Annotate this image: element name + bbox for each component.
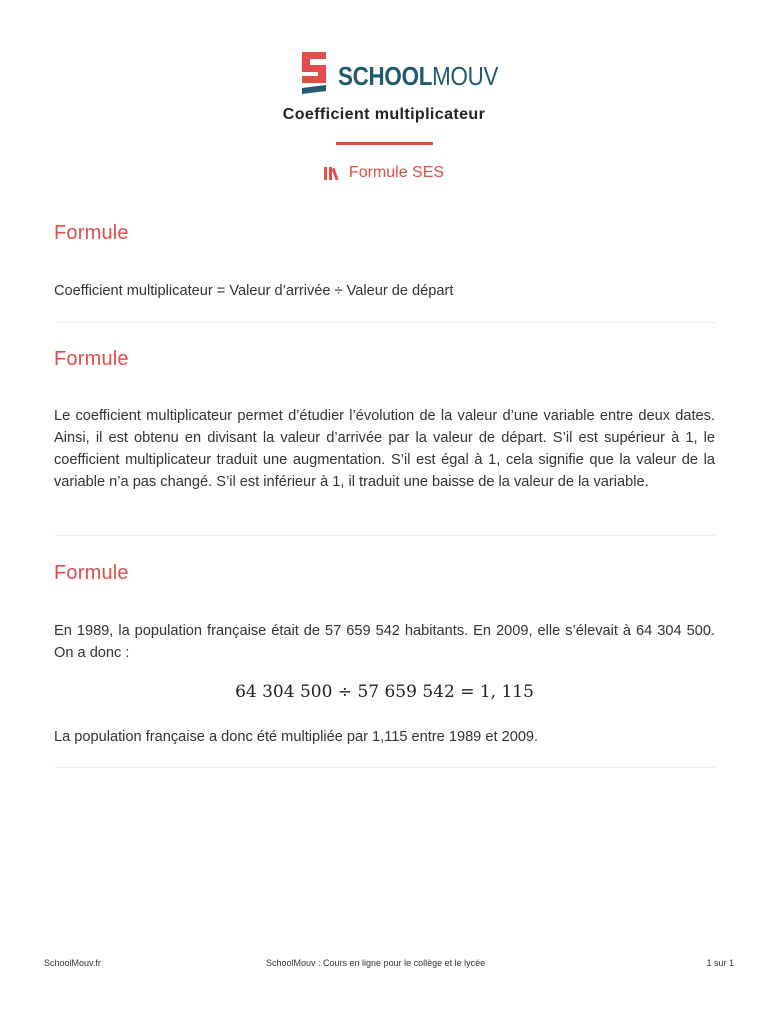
conclusion-paragraph: La population française a donc été multipliée par 1,115 entre 1989 et 2009. <box>54 729 539 745</box>
section-heading: Formule <box>54 562 129 584</box>
footer-page-count: 1 sur 1 <box>706 958 734 968</box>
category-text: Formule SES <box>348 164 445 181</box>
section-formula-2-body <box>54 405 715 493</box>
section-heading: Formule <box>54 222 129 244</box>
conclusion-block <box>54 726 715 748</box>
section-heading: Formule <box>54 348 129 370</box>
books-icon <box>324 166 343 180</box>
title-underline <box>336 142 433 145</box>
section-formula-2 <box>54 348 715 371</box>
schoolmouv-s-logo-icon <box>298 50 330 100</box>
section-formula-3 <box>54 562 715 585</box>
section-divider <box>54 767 715 768</box>
formula-text: Coefficient multiplicateur = Valeur d’arrivée ÷ Valeur de départ <box>54 283 454 299</box>
example-paragraph: En 1989, la population française était de 57 659 542 habitants. En 2009, elle s’élevait à 64 304 500. On a donc : <box>54 623 715 661</box>
footer-site[interactable]: SchoolMouv.fr <box>44 958 101 968</box>
page-title: Coefficient multiplicateur <box>282 106 486 123</box>
logo-wordmark <box>338 63 498 89</box>
section-divider <box>54 322 715 323</box>
section-divider <box>54 535 715 536</box>
footer-tagline: SchoolMouv : Cours en ligne pour le collège et le lycée <box>266 958 486 968</box>
logo-text-mouv: MOUV <box>432 61 499 91</box>
schoolmouv-logo[interactable] <box>298 50 524 100</box>
equation-block <box>54 682 715 702</box>
section-formula-1-body <box>54 280 715 302</box>
example-equation: 64 304 500 ÷ 57 659 542 = 1, 115 <box>235 682 534 702</box>
definition-paragraph: Le coefficient multiplicateur permet d’étudier l’évolution de la valeur d’une variable entre deux dates. Ainsi, il est obtenu en divisant la valeur d’arrivée par la valeur de départ. S’il est supérieur à 1, le coefficient multiplicateur traduit une augmentation. S’il est égal à 1, cela signifie que la valeur de la variable n’a pas changé. S’il est inférieur à 1, il traduit une baisse de la valeur de la variable. <box>54 408 715 490</box>
category-label <box>0 164 768 182</box>
section-formula-1 <box>54 222 715 245</box>
section-formula-3-body <box>54 620 715 664</box>
logo-text-school: SCHOOL <box>338 61 433 91</box>
